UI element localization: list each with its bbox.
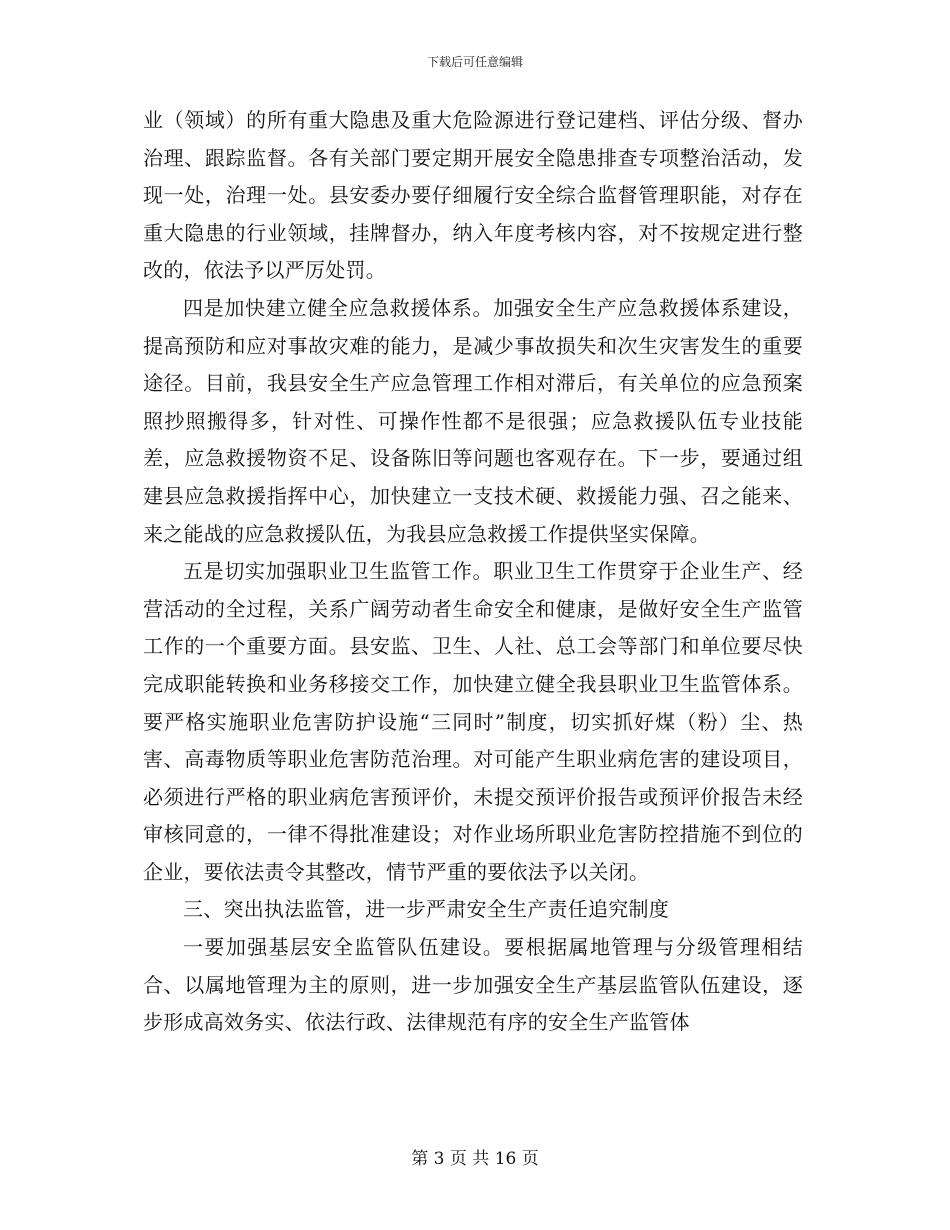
page-number: 第 3 页 共 16 页 (411, 1149, 539, 1169)
paragraph-2: 四是加快建立健全应急救援体系。加强安全生产应急救援体系建设，提高预防和应对事故灾难的能力，是减少事故损失和次生灾害发生的重要途径。目前，我县安全生产应急管理工作相对滞后，有关单位的应急预案照抄照搬得多，针对性、可操作性都不是很强；应急救援队伍专业技能差，应急救援物资不足、设备陈旧等问题也客观存在。下一步，要通过组建县应急救援指挥中心，加快建立一支技术硬、救援能力强、召之能来、来之能战的应急救援队伍，为我县应急救援工作提供坚实保障。 (143, 295, 803, 546)
section-heading: 三、突出执法监管，进一步严肃安全生产责任追究制度 (183, 897, 669, 922)
paragraph-4: 一要加强基层安全监管队伍建设。要根据属地管理与分级管理相结合、以属地管理为主的原则，进一步加强安全生产基层监管队伍建设，逐步形成高效务实、依法行政、法律规范有序的安全生产监管体 (143, 935, 803, 1035)
document-body (143, 102, 803, 1042)
page-header: 下载后可任意编辑 (426, 55, 523, 69)
paragraph-3: 五是切实加强职业卫生监管工作。职业卫生工作贯穿于企业生产、经营活动的全过程，关系广阔劳动者生命安全和健康，是做好安全生产监管工作的一个重要方面。县安监、卫生、人社、总工会等部门和单位要尽快完成职能转换和业务移接交工作，加快建立健全我县职业卫生监管体系。要严格实施职业危害防护设施“三同时”制度，切实抓好煤（粉）尘、热害、高毒物质等职业危害防范治理。对可能产生职业病危害的建设项目，必须进行严格的职业病危害预评价，未提交预评价报告或预评价报告未经审核同意的，一律不得批准建设；对作业场所职业危害防控措施不到位的企业，要依法责令其整改，情节严重的要依法予以关闭。 (143, 559, 803, 884)
paragraph-1: 业（领域）的所有重大隐患及重大危险源进行登记建档、评估分级、督办治理、跟踪监督。各有关部门要定期开展安全隐患排查专项整治活动，发现一处，治理一处。县安委办要仔细履行安全综合监督管理职能，对存在重大隐患的行业领域，挂牌督办，纳入年度考核内容，对不按规定进行整改的，依法予以严厉处罚。 (143, 108, 803, 283)
